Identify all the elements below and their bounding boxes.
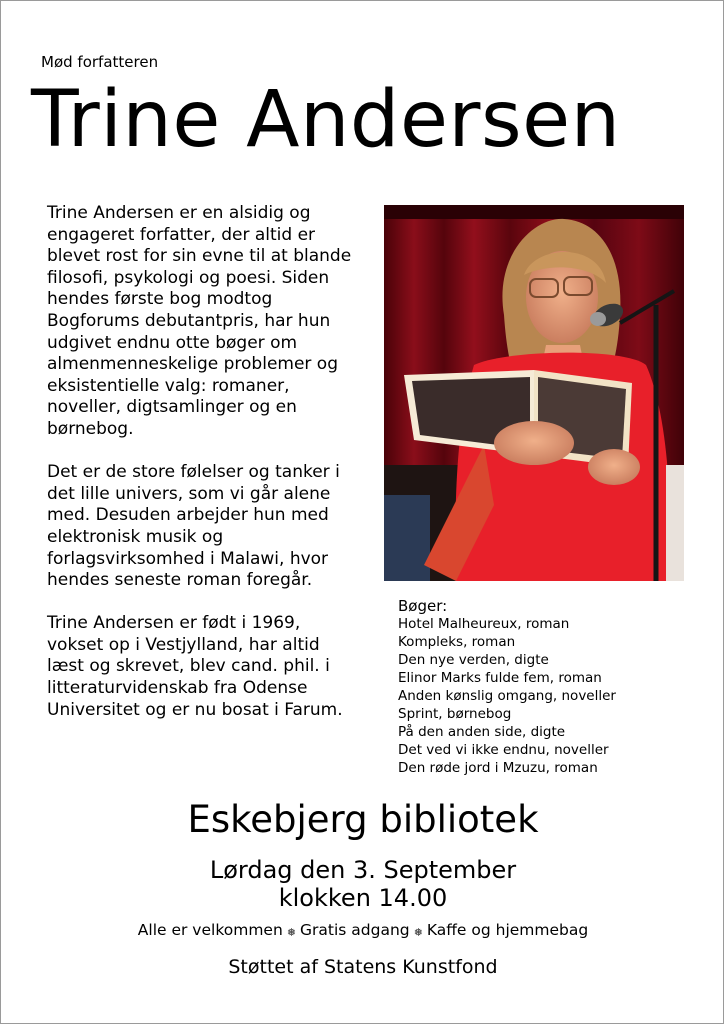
info-welcome: Alle er velkommen: [137, 921, 283, 939]
bio-paragraph: Trine Andersen er en alsidig og engageret forfatter, der altid er blevet rost for sin evne til at blande filosofi, psykologi og poesi. Siden hendes første bog modtog Bogforums debutantpris, har hun udgivet endnu otte bøger om almenmenneskelige problemer og eksistentielle valg: romaner, noveller, digtsamlinger og en børnebog.: [47, 203, 352, 439]
list-item: På den anden side, digte: [398, 724, 566, 740]
info-refreshments: Kaffe og hjemmebag: [426, 921, 589, 939]
list-item: Den nye verden, digte: [398, 652, 549, 668]
list-item: Kompleks, roman: [398, 634, 516, 650]
list-item: Sprint, børnebog: [398, 706, 512, 722]
snowflake-icon: ❅: [413, 926, 423, 939]
list-item: Anden kønslig omgang, noveller: [398, 688, 616, 704]
author-bio: [47, 203, 357, 743]
event-time: klokken 14.00: [278, 884, 448, 912]
list-item: Det ved vi ikke endnu, noveller: [398, 742, 609, 758]
bio-paragraph: Det er de store følelser og tanker i det lille univers, som vi går alene med. Desuden arbejder hun med elektronisk musik og forlagsvirksomhed i Malawi, hvor hendes seneste roman foregår.: [47, 462, 340, 591]
list-item: Elinor Marks fulde fem, roman: [398, 670, 602, 686]
venue-heading: Eskebjerg bibliotek: [187, 798, 539, 841]
bio-paragraph: Trine Andersen er født i 1969, vokset op i Vestjylland, har altid læst og skrevet, blev cand. phil. i litteraturvidenskab fra Odense Universitet og er nu bosat i Farum.: [47, 613, 343, 720]
author-photo: [384, 205, 684, 581]
kicker-text: Mød forfatteren: [41, 53, 159, 71]
sponsor-credit: Støttet af Statens Kunstfond: [228, 956, 498, 978]
event-datetime: [1, 856, 724, 912]
event-info: [1, 921, 724, 939]
page-title: Trine Andersen: [31, 75, 621, 165]
info-admission: Gratis adgang: [300, 921, 410, 939]
book-list: [398, 597, 616, 777]
book-list-heading: Bøger:: [398, 597, 448, 615]
list-item: Hotel Malheureux, roman: [398, 616, 570, 632]
event-date: Lørdag den 3. September: [209, 856, 517, 884]
snowflake-icon: ❅: [286, 926, 297, 939]
list-item: Den røde jord i Mzuzu, roman: [398, 760, 598, 776]
